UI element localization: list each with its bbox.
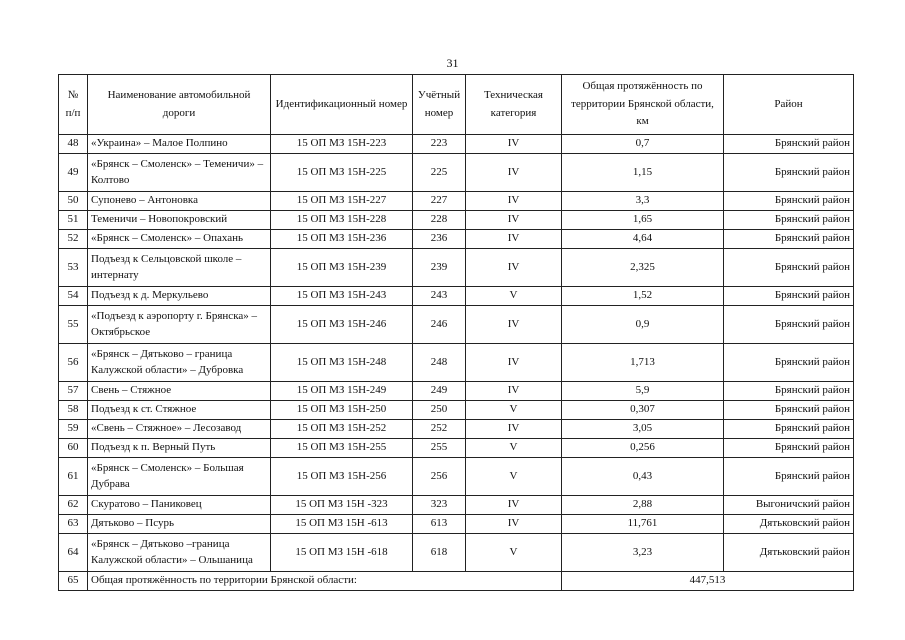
cell-category: IV — [466, 306, 562, 344]
cell-num: 55 — [59, 306, 88, 344]
cell-road-name: Скуратово – Паниковец — [88, 496, 271, 515]
cell-category: V — [466, 534, 562, 572]
cell-length: 1,713 — [562, 344, 724, 382]
cell-road-name: Подъезд к п. Верный Путь — [88, 439, 271, 458]
cell-length: 3,3 — [562, 192, 724, 211]
cell-category: IV — [466, 154, 562, 192]
table-row — [59, 192, 854, 211]
cell-category: IV — [466, 135, 562, 154]
header-region: Район — [724, 75, 854, 135]
cell-region: Дятьковский район — [724, 534, 854, 572]
cell-length: 0,43 — [562, 458, 724, 496]
cell-id-number: 15 ОП МЗ 15Н-243 — [271, 287, 413, 306]
cell-num: 48 — [59, 135, 88, 154]
cell-region: Брянский район — [724, 306, 854, 344]
cell-road-name: «Брянск – Смоленск» – Большая Дубрава — [88, 458, 271, 496]
total-row — [59, 572, 854, 591]
cell-category: IV — [466, 344, 562, 382]
cell-num: 54 — [59, 287, 88, 306]
cell-region: Брянский район — [724, 401, 854, 420]
total-num: 65 — [59, 572, 88, 591]
table-row — [59, 496, 854, 515]
cell-account-number: 255 — [413, 439, 466, 458]
cell-account-number: 246 — [413, 306, 466, 344]
table-row — [59, 230, 854, 249]
cell-category: IV — [466, 382, 562, 401]
cell-road-name: Дятьково – Псурь — [88, 515, 271, 534]
cell-id-number: 15 ОП МЗ 15Н-250 — [271, 401, 413, 420]
cell-category: IV — [466, 211, 562, 230]
cell-category: V — [466, 458, 562, 496]
cell-region: Брянский район — [724, 420, 854, 439]
cell-id-number: 15 ОП МЗ 15Н-256 — [271, 458, 413, 496]
cell-region: Брянский район — [724, 344, 854, 382]
total-value: 447,513 — [562, 572, 854, 591]
table-row — [59, 534, 854, 572]
cell-region: Дятьковский район — [724, 515, 854, 534]
cell-id-number: 15 ОП МЗ 15Н-249 — [271, 382, 413, 401]
cell-category: V — [466, 439, 562, 458]
cell-length: 1,15 — [562, 154, 724, 192]
cell-length: 2,88 — [562, 496, 724, 515]
cell-num: 56 — [59, 344, 88, 382]
cell-account-number: 613 — [413, 515, 466, 534]
cell-region: Брянский район — [724, 249, 854, 287]
cell-region: Выгоничский район — [724, 496, 854, 515]
cell-length: 4,64 — [562, 230, 724, 249]
cell-road-name: «Брянск – Смоленск» – Опахань — [88, 230, 271, 249]
table-row — [59, 401, 854, 420]
cell-id-number: 15 ОП МЗ 15Н-228 — [271, 211, 413, 230]
cell-length: 1,65 — [562, 211, 724, 230]
header-length: Общая протяжённость по территории Брянской области, км — [562, 75, 724, 135]
cell-num: 57 — [59, 382, 88, 401]
cell-road-name: Супонево – Антоновка — [88, 192, 271, 211]
cell-length: 2,325 — [562, 249, 724, 287]
cell-region: Брянский район — [724, 154, 854, 192]
cell-id-number: 15 ОП МЗ 15Н-246 — [271, 306, 413, 344]
cell-account-number: 256 — [413, 458, 466, 496]
table-row — [59, 439, 854, 458]
cell-id-number: 15 ОП МЗ 15Н-223 — [271, 135, 413, 154]
header-category: Техническая категория — [466, 75, 562, 135]
cell-num: 52 — [59, 230, 88, 249]
table-row — [59, 306, 854, 344]
cell-region: Брянский район — [724, 458, 854, 496]
cell-region: Брянский район — [724, 135, 854, 154]
cell-region: Брянский район — [724, 439, 854, 458]
table-row — [59, 249, 854, 287]
cell-account-number: 618 — [413, 534, 466, 572]
cell-num: 64 — [59, 534, 88, 572]
cell-road-name: «Брянск – Смоленск» – Теменичи» – Колтово — [88, 154, 271, 192]
cell-account-number: 252 — [413, 420, 466, 439]
cell-length: 0,9 — [562, 306, 724, 344]
cell-id-number: 15 ОП МЗ 15Н-225 — [271, 154, 413, 192]
cell-road-name: «Брянск – Дятьково –граница Калужской области» – Ольшаница — [88, 534, 271, 572]
table-row — [59, 287, 854, 306]
cell-num: 58 — [59, 401, 88, 420]
cell-id-number: 15 ОП МЗ 15Н-239 — [271, 249, 413, 287]
cell-category: V — [466, 401, 562, 420]
cell-id-number: 15 ОП МЗ 15Н-227 — [271, 192, 413, 211]
cell-account-number: 227 — [413, 192, 466, 211]
cell-road-name: «Украина» – Малое Полпино — [88, 135, 271, 154]
cell-id-number: 15 ОП МЗ 15Н -613 — [271, 515, 413, 534]
cell-account-number: 323 — [413, 496, 466, 515]
roads-table — [58, 74, 854, 591]
cell-length: 0,7 — [562, 135, 724, 154]
cell-length: 3,23 — [562, 534, 724, 572]
header-num: № п/п — [59, 75, 88, 135]
table-row — [59, 344, 854, 382]
cell-account-number: 243 — [413, 287, 466, 306]
table-row — [59, 458, 854, 496]
cell-region: Брянский район — [724, 192, 854, 211]
cell-num: 51 — [59, 211, 88, 230]
cell-id-number: 15 ОП МЗ 15Н-252 — [271, 420, 413, 439]
cell-length: 0,307 — [562, 401, 724, 420]
total-label: Общая протяжённость по территории Брянской области: — [88, 572, 562, 591]
cell-road-name: «Брянск – Дятьково – граница Калужской области» – Дубровка — [88, 344, 271, 382]
cell-length: 5,9 — [562, 382, 724, 401]
cell-category: IV — [466, 496, 562, 515]
cell-id-number: 15 ОП МЗ 15Н -323 — [271, 496, 413, 515]
cell-category: IV — [466, 515, 562, 534]
cell-id-number: 15 ОП МЗ 15Н-248 — [271, 344, 413, 382]
cell-region: Брянский район — [724, 230, 854, 249]
table-row — [59, 211, 854, 230]
cell-account-number: 225 — [413, 154, 466, 192]
cell-road-name: Свень – Стяжное — [88, 382, 271, 401]
cell-account-number: 250 — [413, 401, 466, 420]
cell-id-number: 15 ОП МЗ 15Н -618 — [271, 534, 413, 572]
cell-category: V — [466, 287, 562, 306]
header-id: Идентификационный номер — [271, 75, 413, 135]
cell-length: 0,256 — [562, 439, 724, 458]
cell-region: Брянский район — [724, 287, 854, 306]
cell-num: 59 — [59, 420, 88, 439]
cell-account-number: 249 — [413, 382, 466, 401]
cell-id-number: 15 ОП МЗ 15Н-255 — [271, 439, 413, 458]
table-header-row — [59, 75, 854, 135]
cell-road-name: «Подъезд к аэропорту г. Брянска» – Октябрьское — [88, 306, 271, 344]
cell-category: IV — [466, 420, 562, 439]
cell-road-name: Подъезд к Сельцовской школе – интернату — [88, 249, 271, 287]
cell-account-number: 239 — [413, 249, 466, 287]
cell-account-number: 236 — [413, 230, 466, 249]
cell-num: 50 — [59, 192, 88, 211]
table-row — [59, 382, 854, 401]
cell-account-number: 248 — [413, 344, 466, 382]
cell-category: IV — [466, 230, 562, 249]
cell-road-name: Подъезд к ст. Стяжное — [88, 401, 271, 420]
cell-region: Брянский район — [724, 382, 854, 401]
cell-num: 60 — [59, 439, 88, 458]
table-row — [59, 420, 854, 439]
table-row — [59, 154, 854, 192]
cell-length: 3,05 — [562, 420, 724, 439]
cell-id-number: 15 ОП МЗ 15Н-236 — [271, 230, 413, 249]
cell-road-name: Теменичи – Новопокровский — [88, 211, 271, 230]
cell-num: 62 — [59, 496, 88, 515]
header-account: Учётный номер — [413, 75, 466, 135]
cell-length: 1,52 — [562, 287, 724, 306]
cell-category: IV — [466, 249, 562, 287]
page-number: 31 — [446, 56, 459, 70]
cell-category: IV — [466, 192, 562, 211]
table-row — [59, 135, 854, 154]
header-name: Наименование автомобильной дороги — [88, 75, 271, 135]
cell-road-name: Подъезд к д. Меркульево — [88, 287, 271, 306]
cell-length: 11,761 — [562, 515, 724, 534]
cell-num: 61 — [59, 458, 88, 496]
cell-region: Брянский район — [724, 211, 854, 230]
cell-road-name: «Свень – Стяжное» – Лесозавод — [88, 420, 271, 439]
cell-num: 53 — [59, 249, 88, 287]
table-row — [59, 515, 854, 534]
table-body — [59, 135, 854, 591]
cell-account-number: 223 — [413, 135, 466, 154]
cell-num: 63 — [59, 515, 88, 534]
cell-account-number: 228 — [413, 211, 466, 230]
cell-num: 49 — [59, 154, 88, 192]
